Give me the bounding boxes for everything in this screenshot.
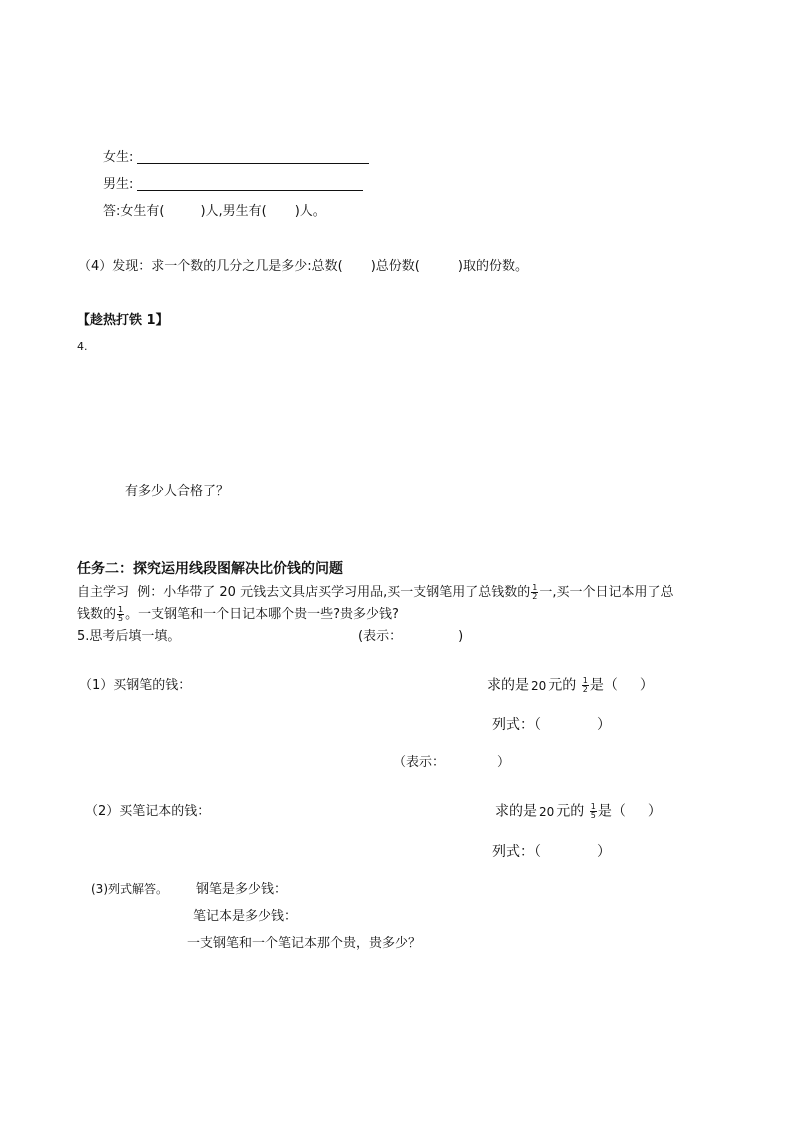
q3-compare: 一支钢笔和一个笔记本那个贵，贵多少？ bbox=[187, 936, 422, 951]
represent-2: （表示： ） bbox=[393, 755, 511, 770]
fraction-one-fifth: $\frac{1}{5}$ bbox=[118, 605, 124, 623]
q2-label: （2）买笔记本的钱： bbox=[85, 804, 211, 819]
fraction-one-half: $\frac{1}{2}$ bbox=[532, 583, 538, 601]
discovery-part2: )总份数( bbox=[370, 259, 420, 274]
discovery-part3: )取的份数。 bbox=[457, 259, 528, 274]
answer-part1: 答:女生有( bbox=[103, 204, 165, 219]
discovery-line bbox=[78, 259, 528, 275]
girls-label: 女生: bbox=[103, 150, 134, 165]
example-text-a: 例：小华带了 20 元钱去文具店买学习用品,买一支钢笔用了总钱数的 bbox=[137, 585, 531, 600]
think-prompt: 5.思考后填一填。 bbox=[77, 629, 181, 644]
girls-answer-line[interactable] bbox=[137, 163, 369, 164]
represent-1: (表示： ) bbox=[358, 629, 464, 644]
discovery-part1: （4）发现：求一个数的几分之几是多少:总数( bbox=[78, 259, 343, 274]
q1-seek: 求的是 20 元的 $\frac{1}{2}$ 是（ ） bbox=[487, 676, 654, 694]
boys-label: 男生: bbox=[103, 177, 134, 192]
answer-part3: )人。 bbox=[294, 204, 326, 219]
example-text-b: 一,买一个日记本用了总 bbox=[539, 585, 674, 600]
practice-item-number: 4. bbox=[77, 340, 88, 353]
practice-question: 有多少人合格了？ bbox=[125, 484, 230, 499]
boys-answer-line[interactable] bbox=[137, 190, 363, 191]
q1-label: （1）买钢笔的钱： bbox=[79, 678, 192, 693]
formula-2: 列式：（ ） bbox=[492, 844, 611, 860]
q2-fraction-one-fifth: $\frac{1}{5}$ bbox=[590, 802, 596, 820]
q3-label: (3)列式解答。 bbox=[91, 882, 168, 896]
q2-seek: 求的是 20 元的 $\frac{1}{5}$ 是（ ） bbox=[495, 802, 662, 820]
answer-line bbox=[103, 204, 326, 220]
example-line-2 bbox=[77, 606, 399, 623]
self-study-label: 自主学习 bbox=[77, 585, 130, 600]
answer-part2: )人,男生有( bbox=[200, 204, 267, 219]
example-text-d: 。一支钢笔和一个日记本哪个贵一些?贵多少钱? bbox=[125, 607, 399, 622]
practice-heading: 【趁热打铁 1】 bbox=[77, 313, 169, 328]
task2-title: 任务二：探究运用线段图解决比价钱的问题 bbox=[77, 561, 343, 577]
q3-pen: 钢笔是多少钱： bbox=[196, 882, 288, 897]
formula-1: 列式：（ ） bbox=[492, 717, 611, 733]
q3-notebook: 笔记本是多少钱： bbox=[193, 909, 298, 924]
example-line-1 bbox=[77, 584, 673, 601]
q1-fraction-one-half: $\frac{1}{2}$ bbox=[582, 676, 588, 694]
example-text-c: 钱数的 bbox=[77, 607, 117, 622]
